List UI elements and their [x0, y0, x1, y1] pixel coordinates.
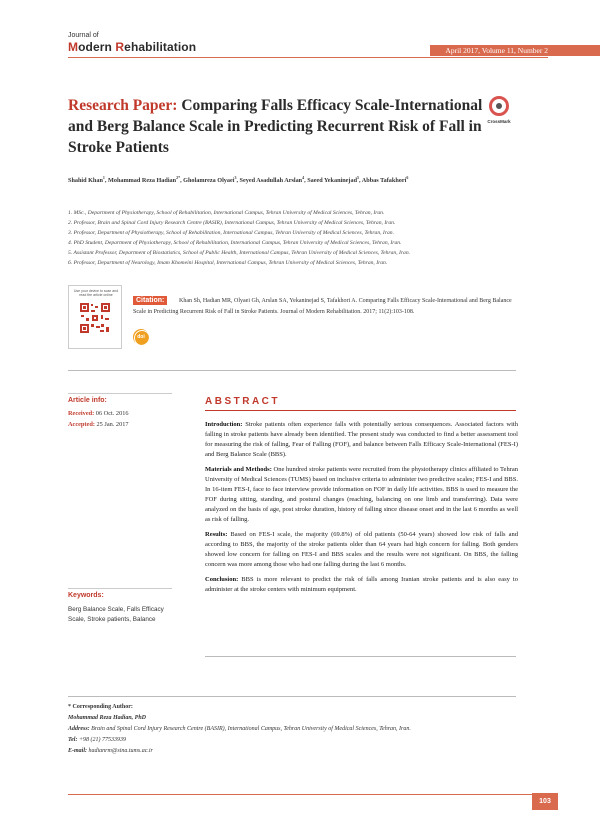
author-name: Seyed Asadullah Arslan [239, 177, 303, 185]
corresponding-label: * Corresponding Author: [68, 704, 133, 710]
author-affiliation-mark: 5 [357, 175, 360, 180]
journal-name-initial-m: M [68, 40, 79, 54]
paper-type-label: Research Paper: [68, 97, 178, 114]
tel-value: +98 (21) 77533939 [77, 737, 126, 743]
methods-label: Materials and Methods: [205, 466, 272, 473]
conclusion-label: Conclusion: [205, 576, 239, 583]
journal-of-label: Journal of [68, 32, 99, 39]
affiliation-item: 2. Professor, Brain and Spinal Cord Injury Research Centre (BASIR), International Campus, Tehran University of Medical Sciences, Tehran, Iran. [68, 220, 396, 226]
corresponding-name: Mohammad Reza Hadian, PhD [68, 715, 147, 721]
abstract-heading: ABSTRACT [205, 396, 280, 407]
author-affiliation-mark: 2* [176, 175, 181, 180]
affiliation-item: 3. Professor, Department of Physiotherapy, School of Rehabilitation, International Campus, Tehran University of Medical Sciences, Tehran, Iran. [68, 230, 394, 236]
journal-name-part-ehabilitation: ehabilitation [124, 40, 197, 54]
author-name: Saeed Yekaninejad [307, 177, 358, 185]
email-label: E-mail: [68, 748, 87, 754]
abstract-results [205, 530, 518, 570]
journal-name-part-odern: odern [78, 40, 116, 54]
paper-title-text: Comparing Falls Efficacy Scale-International and Berg Balance Scale in Predicting Recurrent Risk of Fall in Stroke Patients [68, 97, 483, 156]
abstract-conclusion [205, 575, 518, 595]
conclusion-text: BBS is more relevant to predict the risk of falls among Iranian stroke patients and is also easy to administer at the stroke centers with minimum equipment. [205, 576, 518, 593]
paper-title [68, 95, 488, 158]
accepted-value: 25 Jan. 2017 [94, 421, 129, 428]
citation-text: Khan Sh, Hadian MR, Olyaei Gh, Arslan SA, Yekaninejad S, Tafakhori A. Comparing Falls Efficacy Scale-International and Berg Balance Scale in Predicting Recurrent Risk of Fall in Stroke Patients. Journal of Modern Rehabilitation. 2017; 11(2):103-108. [133, 298, 512, 315]
journal-name [68, 40, 196, 54]
corresponding-author-block [68, 702, 528, 757]
corresponding-divider [68, 696, 516, 697]
keywords-text: Berg Balance Scale, Falls Efficacy Scale, Stroke patients, Balance [68, 606, 164, 623]
qr-code-icon [79, 302, 111, 334]
crossmark-label: CrossMark [487, 119, 511, 124]
article-info-heading: Article info: [68, 397, 107, 404]
affiliation-item: 6. Professor, Department of Neurology, Imam Khomeini Hospital, International Campus, Tehran University of Medical Sciences, Tehran, Iran. [68, 260, 388, 266]
abstract-methods [205, 465, 518, 525]
keywords-divider [68, 588, 172, 589]
received-value: 06 Oct. 2016 [94, 410, 129, 417]
abstract-bottom-divider [205, 656, 516, 657]
qr-code-box[interactable] [68, 285, 122, 349]
results-label: Results: [205, 531, 228, 538]
methods-text: One hundred stroke patients were recruited from the physiotherapy clinics affiliated to Tehran University of Medical Sciences (TUMS) based on inclusive criteria to administer two predictive scales; FES-I and BBS. In 16-item FES-I, face to face interview provide information on FOF in daily life activities. BBS is used to measure the FOF during sitting, standing, and postural changes (reaching, balancing on one limb and transferring). Data were analyzed on the basis of age, post stroke duration, history of falling since disease onset and in the last 6 months as well as risk of falling. [205, 466, 518, 523]
accepted-label: Accepted: [68, 421, 95, 428]
received-label: Received: [68, 410, 95, 417]
abstract-body [205, 420, 518, 600]
author-affiliation-mark: 3 [234, 175, 237, 180]
author-name: Gholamreza Olyaei [183, 177, 235, 185]
tel-label: Tel: [68, 737, 78, 743]
qr-caption: Use your device to scan and read the article online [73, 289, 119, 297]
citation-divider [68, 370, 516, 371]
author-name: Mohammad Reza Hadian [108, 177, 177, 185]
journal-name-initial-r: R [115, 40, 125, 54]
citation-tag: Citation: [133, 296, 167, 305]
issue-badge: April 2017, Volume 11, Number 2 [430, 45, 600, 56]
page-number: 103 [532, 793, 558, 810]
abstract-divider [205, 410, 516, 411]
author-name: Abbas Tafakhori [361, 177, 407, 185]
author-list: Shahid Khan$^1$, Mohammad Reza Hadian$^{2*}$, Gholamreza Olyaei$^3$, Seyed Asadullah Arslan$^4$, Saeed Yekaninejad$^5$, Abbas Tafakhori$^6$ [68, 175, 409, 185]
abstract-introduction [205, 420, 518, 460]
affiliation-item: 1. MSc., Department of Physiotherapy, School of Rehabilitation, International Campus, Tehran University of Medical Sciences, Tehran, Iran. [68, 210, 385, 216]
author-affiliation-mark: 4 [302, 175, 305, 180]
results-text: Based on FES-I scale, the majority (69.8%) of old patients (50-64 years) showed low risk of falls and according to BBS, the majority of the stroke patients older than 64 years had high concern for falling. Both genders showed low concern for falling on FES-I and BBS scales and the results were not significant. On BBS, the falling concern was more among those who had one falling during the last 6 months. [205, 531, 518, 568]
email-value[interactable]: hadianrm@sina.tums.ac.ir [87, 748, 153, 754]
corresponding-address [68, 724, 528, 735]
corresponding-tel [68, 735, 528, 746]
footer-divider [68, 794, 548, 795]
address-value: Brain and Spinal Cord Injury Research Centre (BASIR), International Campus, Tehran University of Medical Sciences, Tehran, Iran. [89, 726, 411, 732]
affiliation-list [68, 208, 538, 268]
crossmark-icon [489, 96, 509, 116]
address-label: Address: [68, 726, 90, 732]
author-affiliation-mark: 6 [406, 175, 409, 180]
article-info-divider [68, 393, 172, 394]
crossmark-badge[interactable] [486, 96, 512, 130]
corresponding-email [68, 746, 528, 757]
affiliation-item: 4. PhD Student, Department of Physiotherapy, School of Rehabilitation, International Campus, Tehran University of Medical Sciences, Tehran, Iran. [68, 240, 402, 246]
header-divider [68, 57, 548, 58]
doi-icon[interactable]: doi [133, 329, 149, 345]
keywords-heading: Keywords: [68, 592, 104, 599]
accepted-date [68, 421, 129, 428]
introduction-text: Stroke patients often experience falls with potentially serious consequences. Associated factors with falling in stroke patients have already been identified. The present study was conducted to find a better assessment tool for measuring the risk of falling, Fear of Falling (FOF), and balance between Falls Efficacy Scale-International (FES-I) and Berg Balance Scale (BBS). [205, 421, 518, 458]
introduction-label: Introduction: [205, 421, 243, 428]
received-date [68, 410, 129, 417]
affiliation-item: 5. Assistant Professor, Department of Biostatistics, School of Public Health, International Campus, Tehran University of Medical Sciences, Tehran, Iran. [68, 250, 411, 256]
author-affiliation-mark: 1 [102, 175, 105, 180]
author-name: Shahid Khan [68, 177, 103, 185]
